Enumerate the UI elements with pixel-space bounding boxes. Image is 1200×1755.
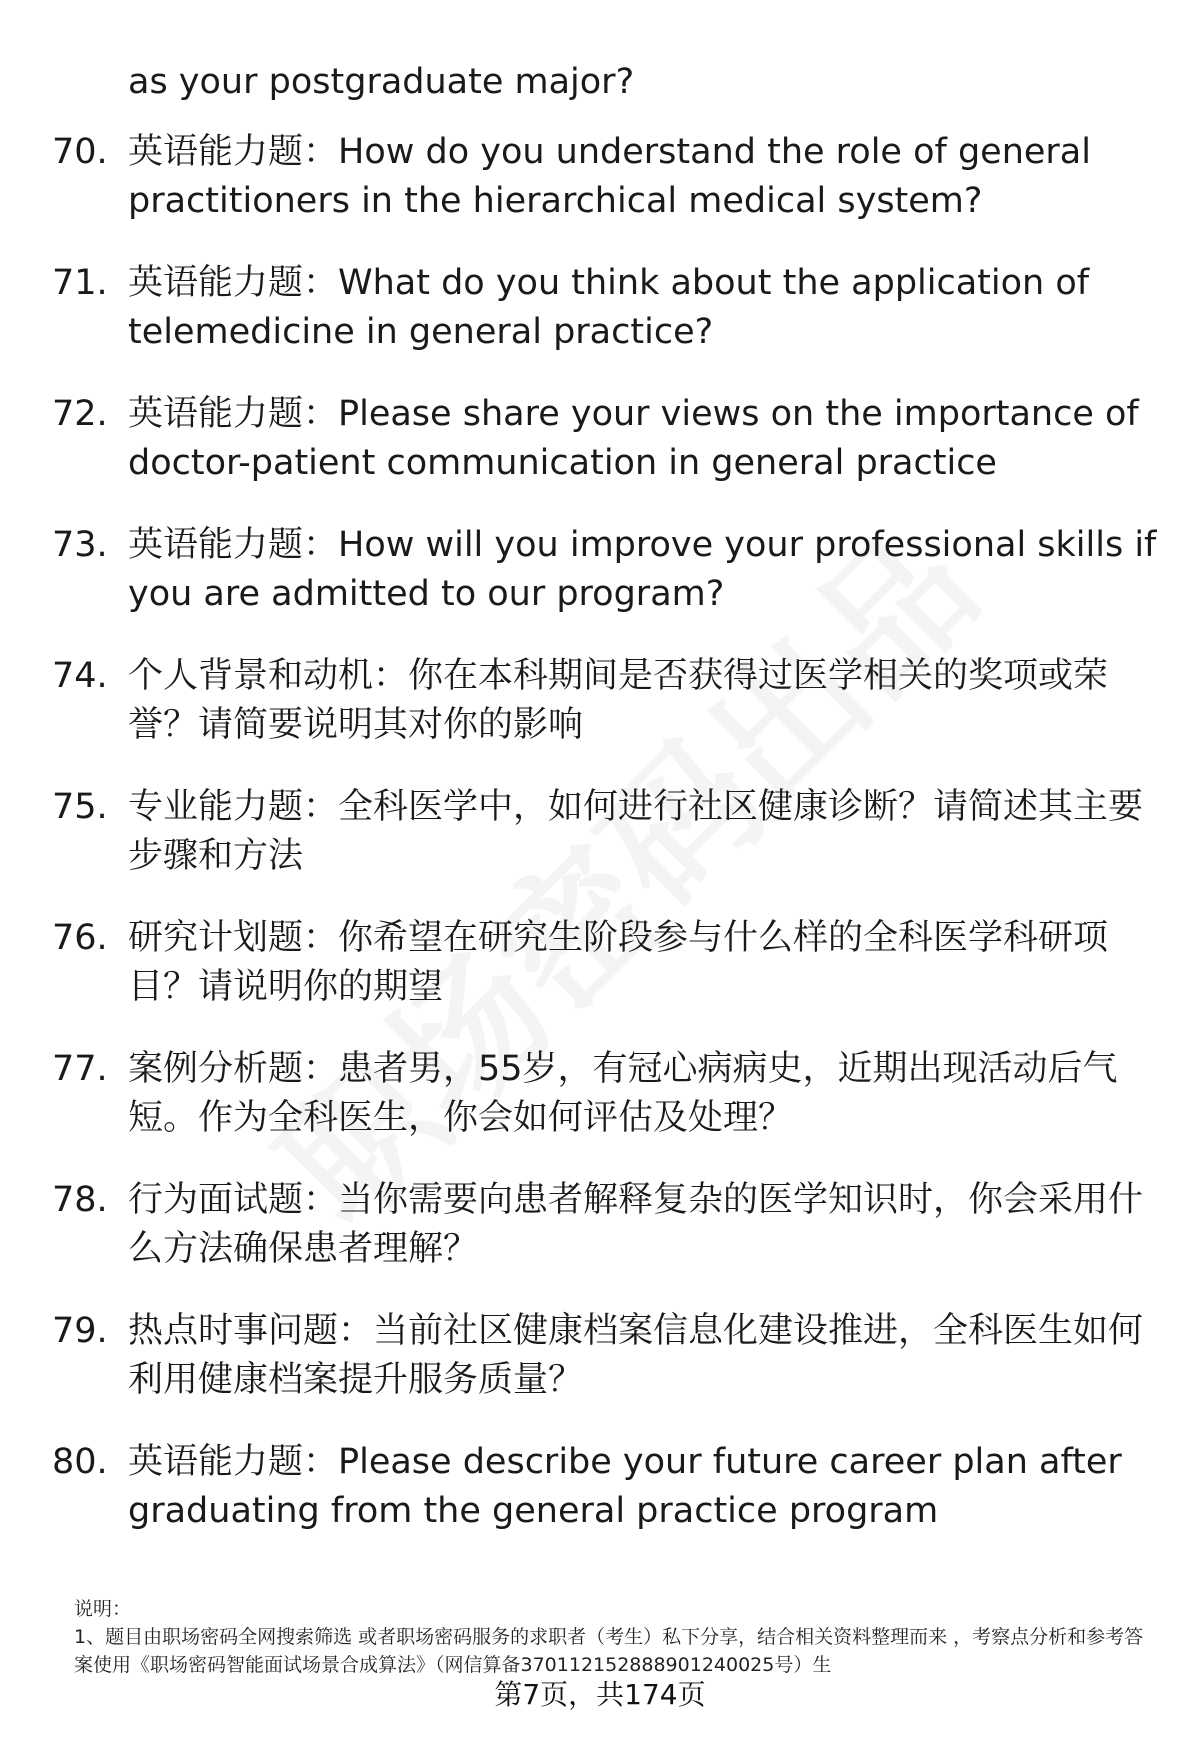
question-text: 案例分析题：患者男，55岁，有冠心病病史，近期出现活动后气短。作为全科医生，你会如何评估及处理？ — [128, 1049, 1118, 1138]
question-item — [52, 521, 1162, 619]
question-text: 行为面试题：当你需要向患者解释复杂的医学知识时，你会采用什么方法确保患者理解？ — [128, 1180, 1144, 1269]
question-item — [52, 390, 1162, 488]
page-number: 第7页，共174页 — [494, 1678, 706, 1711]
question-item — [52, 128, 1162, 226]
note-label: 说明： — [74, 1598, 132, 1620]
question-item — [52, 783, 1162, 881]
question-number: 71. — [52, 263, 108, 303]
question-item — [52, 1438, 1162, 1536]
question-number: 80. — [52, 1442, 108, 1482]
question-number: 76. — [52, 918, 108, 958]
question-text: 热点时事问题：当前社区健康档案信息化建设推进，全科医生如何利用健康档案提升服务质量？ — [128, 1311, 1144, 1400]
question-item — [52, 652, 1162, 750]
question-number: 73. — [52, 525, 108, 565]
question-number: 74. — [52, 656, 108, 696]
question-text: 英语能力题：Please share your views on the importance of doctor-patient communication in general practice — [128, 394, 1139, 483]
question-item — [52, 1307, 1162, 1405]
question-text: 英语能力题：How will you improve your professional skills if you are admitted to our program? — [128, 525, 1157, 614]
question-number: 70. — [52, 132, 108, 172]
question-text: 英语能力题：Please describe your future career plan after graduating from the general practice program — [128, 1442, 1122, 1531]
question-number: 72. — [52, 394, 108, 434]
question-number: 78. — [52, 1180, 108, 1220]
question-item — [52, 914, 1162, 1012]
question-text: 英语能力题：How do you understand the role of general practitioners in the hierarchical medical system? — [128, 132, 1091, 221]
note-body: 1、题目由职场密码全网搜索筛选 或者职场密码服务的求职者（考生）私下分享，结合相关资料整理而来 ，考察点分析和参考答案使用《职场密码智能面试场景合成算法》（网信算备370112152888901240025号）生 — [74, 1626, 1144, 1676]
question-number: 75. — [52, 787, 108, 827]
question-item — [52, 259, 1162, 357]
question-item — [52, 1176, 1162, 1274]
question-item — [52, 1045, 1162, 1143]
question-text: 个人背景和动机：你在本科期间是否获得过医学相关的奖项或荣誉？请简要说明其对你的影响 — [128, 656, 1109, 745]
question-text: 专业能力题：全科医学中，如何进行社区健康诊断？请简述其主要步骤和方法 — [128, 787, 1144, 876]
question-number: 79. — [52, 1311, 108, 1351]
continued-question-text: as your postgraduate major? — [128, 62, 635, 102]
question-text: 研究计划题：你希望在研究生阶段参与什么样的全科医学科研项目？请说明你的期望 — [128, 918, 1109, 1007]
question-text: 英语能力题：What do you think about the application of telemedicine in general practice? — [128, 263, 1090, 352]
question-number: 77. — [52, 1049, 108, 1089]
